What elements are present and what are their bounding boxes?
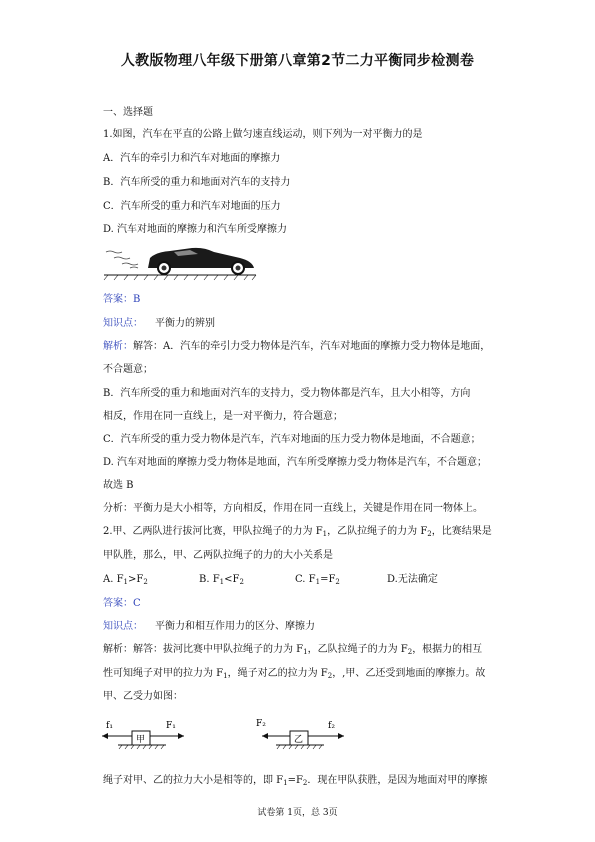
- q1-option-a: A．汽车的牵引力和汽车对地面的摩擦力: [103, 153, 281, 164]
- q1-answer: 答案：B: [103, 294, 141, 305]
- svg-text:乙: 乙: [294, 735, 304, 745]
- q1-analysis-8: 分析：平衡力是大小相等，方向相反，作用在同一直线上，关键是作用在同一物体上。: [103, 503, 483, 514]
- q2-option-b: B. F1<F2: [199, 574, 244, 586]
- label-f1-small: f₁: [106, 721, 113, 731]
- label-f2-small: f₂: [328, 721, 335, 731]
- q1-analysis-1: [103, 340, 495, 354]
- car-figure: [100, 242, 260, 282]
- q2-analysis-4: 绳子对甲、乙的拉力大小是相等的，即 $F_1=F_2$．现在甲队获胜，是因为地面对甲的摩擦: [103, 775, 488, 787]
- q1-option-c: C．汽车所受的重力和汽车对地面的压力: [103, 201, 281, 212]
- knowledge-label: 知识点：: [103, 318, 143, 329]
- q2-analysis-1: 解析：解答：拔河比赛中甲队拉绳子的力为 $F_1$，乙队拉绳子的力为 $F_2$，根据力的相互: [103, 644, 483, 656]
- arrow-left-head: [102, 733, 108, 739]
- q1-analysis-4: 相反，作用在同一直线上，是一对平衡力，符合题意；: [103, 411, 343, 422]
- page-title: 人教版物理八年级下册第八章第2节二力平衡同步检测卷: [120, 53, 475, 69]
- knowledge-text: 平衡力和相互作用力的区分、摩擦力: [155, 621, 315, 632]
- knowledge-text: 平衡力的辨别: [155, 318, 215, 329]
- arrow-left-head-2: [262, 733, 268, 739]
- q1-analysis-6: D. 汽车对地面的摩擦力受力物体是地面，汽车所受摩擦力受力物体是汽车，不合题意；: [103, 457, 488, 468]
- section-heading: 一、选择题: [103, 107, 153, 118]
- q1-analysis-5: C．汽车所受的重力受力物体是汽车，汽车对地面的压力受力物体是地面，不合题意；: [103, 434, 481, 445]
- q1-analysis-3: B．汽车所受的重力和地面对汽车的支持力，受力物体都是汽车，且大小相等，方向: [103, 388, 471, 399]
- q2-options: [103, 573, 495, 589]
- knowledge-label: 知识点：: [103, 621, 143, 632]
- q1-option-b: B．汽车所受的重力和地面对汽车的支持力: [103, 177, 291, 188]
- q2-stem-1: 2.甲、乙两队进行拔河比赛，甲队拉绳子的力为 $F_1$，乙队拉绳子的力为 $F_2$，比赛结果是: [103, 526, 492, 538]
- arrow-right-head-2: [338, 733, 344, 739]
- exhaust-lines: [106, 251, 138, 268]
- q2-stem-2: 甲队胜，那么，甲、乙两队拉绳子的力的大小关系是: [103, 550, 333, 561]
- label-F2: F₂: [256, 719, 266, 729]
- arrow-right-head: [178, 733, 184, 739]
- analysis-label: 解析：: [103, 341, 133, 352]
- q2-option-c: C. F1=F2: [295, 574, 340, 586]
- q2-option-a: A. F1>F2: [103, 574, 148, 586]
- q1-analysis-7: 故选 B: [103, 480, 134, 491]
- q2-analysis-3: 甲、乙受力如图：: [103, 691, 183, 702]
- q1-knowledge: [103, 317, 495, 331]
- q2-option-d: D.无法确定: [387, 574, 438, 585]
- q2-analysis-2: 性可知绳子对甲的拉力为 $F_1$，绳子对乙的拉力为 $F_2$，,甲、乙还受到地面的摩擦力。故: [103, 668, 486, 680]
- q2-knowledge: [103, 620, 495, 634]
- q2-answer: 答案：C: [103, 598, 141, 609]
- label-F1: F₁: [166, 721, 176, 731]
- svg-text:甲: 甲: [136, 735, 146, 745]
- q1-option-d: D. 汽车对地面的摩擦力和汽车所受摩擦力: [103, 224, 288, 235]
- page-footer: 试卷第 1页，总 3页: [257, 808, 338, 818]
- q1-stem: 1.如图，汽车在平直的公路上做匀速直线运动，则下列为一对平衡力的是: [103, 129, 423, 140]
- q1-analysis-2: 不合题意；: [103, 364, 153, 375]
- analysis-text: 解答：A．汽车的牵引力受力物体是汽车，汽车对地面的摩擦力受力物体是地面，: [133, 341, 491, 352]
- force-diagram: [100, 712, 360, 758]
